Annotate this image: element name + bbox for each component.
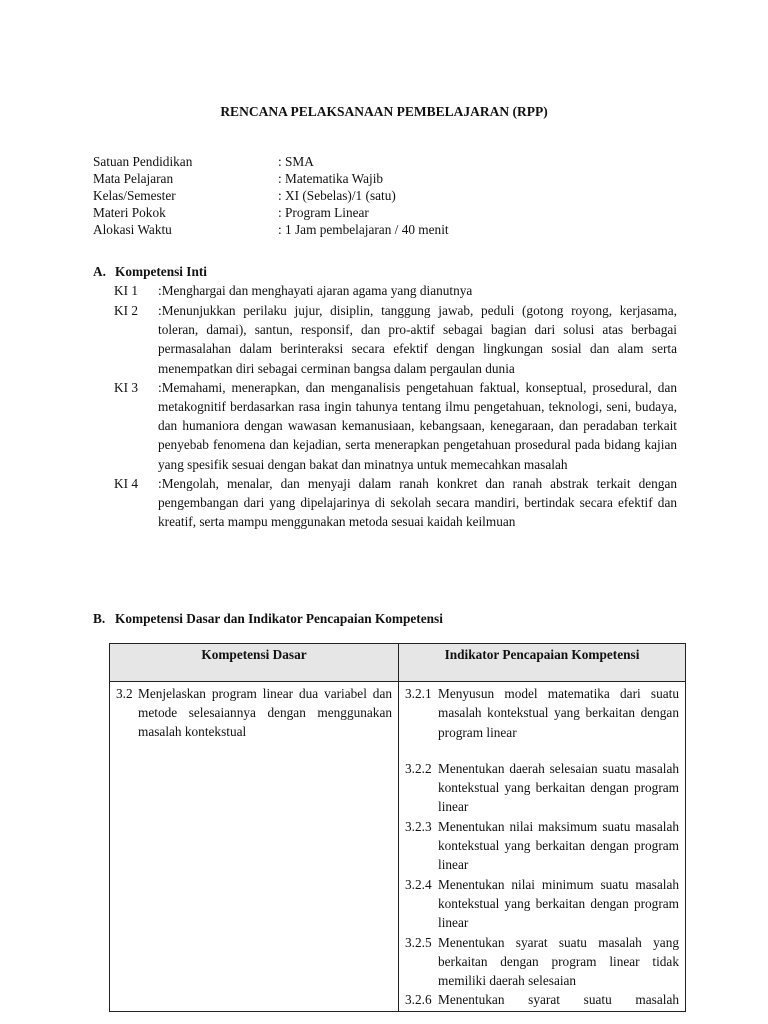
column-header: Indikator Pencapaian Kompetensi xyxy=(399,644,686,682)
section-b-number: B. xyxy=(93,611,106,626)
column-header: Kompetensi Dasar xyxy=(110,644,399,682)
indicator-code: 3.2.4 xyxy=(405,876,432,892)
indicator-code: 3.2.1 xyxy=(405,686,432,701)
identity-value: : XI (Sebelas)/1 (satu) xyxy=(278,188,396,203)
indicator-item xyxy=(405,684,679,742)
indicator-item xyxy=(405,759,679,817)
indicator-item xyxy=(405,875,679,933)
identity-table xyxy=(93,153,449,238)
indicator-item xyxy=(405,990,679,1009)
ki-code: KI 2 xyxy=(114,303,145,318)
ki-code: KI 1 xyxy=(114,283,145,298)
identity-value: : SMA xyxy=(278,154,314,169)
list-item xyxy=(114,301,677,378)
identity-row xyxy=(93,221,449,238)
identity-row xyxy=(93,187,449,204)
indicator-text: Menentukan syarat suatu masalah yang berkaitan dengan program linear tidak memiliki daerah selesaian xyxy=(438,934,679,989)
identity-row xyxy=(93,170,449,187)
section-a-number: A. xyxy=(93,264,106,279)
indicator-text: Menentukan nilai minimum suatu masalah kontekstual yang berkaitan dengan program linear xyxy=(438,876,679,931)
identity-label: Mata Pelajaran xyxy=(93,171,174,186)
identity-value: : Matematika Wajib xyxy=(278,171,384,186)
list-item xyxy=(114,474,677,532)
identity-row xyxy=(93,204,449,221)
identity-label: Satuan Pendidikan xyxy=(93,154,193,169)
identity-label: Materi Pokok xyxy=(93,205,166,220)
ki-code: KI 3 xyxy=(114,379,145,395)
section-a-title: Kompetensi Inti xyxy=(115,264,207,279)
kd-item xyxy=(116,684,392,741)
kd-cell xyxy=(110,682,399,1012)
ki-text: :Mengolah, menalar, dan menyaji dalam ranah konkret dan ranah abstrak terkait dengan pengembangan dari yang dipelajarinya di sekolah secara mandiri, bertindak secara efektif dan kreatif, serta mampu menggunakan metoda sesuai kaidah keilmuan xyxy=(158,475,677,530)
indicator-code: 3.2.2 xyxy=(405,760,432,776)
list-item xyxy=(114,282,677,299)
indicator-text: Menentukan syarat suatu masalah xyxy=(438,992,679,1008)
indicator-item xyxy=(405,933,679,991)
section-b-title: Kompetensi Dasar dan Indikator Pencapaian Kompetensi xyxy=(115,611,443,626)
indicator-code: 3.2.3 xyxy=(405,818,432,834)
section-b-heading xyxy=(93,610,443,627)
section-a-heading xyxy=(93,263,207,280)
indicator-code: 3.2.5 xyxy=(405,934,432,950)
identity-row xyxy=(93,153,449,170)
ki-text: :Menunjukkan perilaku jujur, disiplin, tanggung jawab, peduli (gotong royong, kerjasama, toleran, damai), santun, responsif, dan pro-aktif sebagai bagian dari solusi atas berbagai permasalahan dalam berinteraksi secara efektif dengan lingkungan sosial dan alam serta menempatkan diri sebagai cerminan bangsa dalam pergaulan dunia xyxy=(158,303,677,376)
kd-text: Menjelaskan program linear dua variabel dan metode selesaiannya dengan menggunakan masalah kontekstual xyxy=(138,686,392,739)
ki-code: KI 4 xyxy=(114,475,142,491)
kd-code: 3.2 xyxy=(116,686,133,701)
indicator-cell xyxy=(399,682,686,1012)
document-title: RENCANA PELAKSANAAN PEMBELAJARAN (RPP) xyxy=(220,104,548,119)
kompetensi-inti-list xyxy=(114,282,677,531)
identity-value: : Program Linear xyxy=(278,205,369,220)
ki-text: :Memahami, menerapkan, dan menganalisis pengetahuan faktual, konseptual, prosedural, dan metakognitif berdasarkan rasa ingin tahunya tentang ilmu pengetahuan, teknologi, seni, budaya, dan humaniora dengan wawasan kemanusiaan, kebangsaan, kenegaraan, dan peradaban terkait penyebab fenomena dan kejadian, serta menerapkan pengetahuan prosedural pada bidang kajian yang spesifik sesuai dengan bakat dan minatnya untuk memecahkan masalah xyxy=(158,379,677,472)
indicator-code: 3.2.6 xyxy=(405,992,432,1008)
indicator-item xyxy=(405,817,679,875)
indicator-text: Menyusun model matematika dari suatu masalah kontekstual yang berkaitan dengan program linear xyxy=(438,686,679,740)
table-header-row xyxy=(110,644,686,682)
table-row xyxy=(110,682,686,1012)
identity-value: : 1 Jam pembelajaran / 40 menit xyxy=(278,222,449,237)
kd-indicator-table xyxy=(109,643,686,1012)
spacer xyxy=(405,742,679,759)
identity-label: Kelas/Semester xyxy=(93,188,176,203)
identity-label: Alokasi Waktu xyxy=(93,222,172,237)
ki-text: :Menghargai dan menghayati ajaran agama yang dianutnya xyxy=(158,283,473,298)
indicator-text: Menentukan daerah selesaian suatu masalah kontekstual yang berkaitan dengan program linear xyxy=(438,760,679,815)
list-item xyxy=(114,378,677,474)
indicator-text: Menentukan nilai maksimum suatu masalah kontekstual yang berkaitan dengan program linear xyxy=(438,818,679,873)
